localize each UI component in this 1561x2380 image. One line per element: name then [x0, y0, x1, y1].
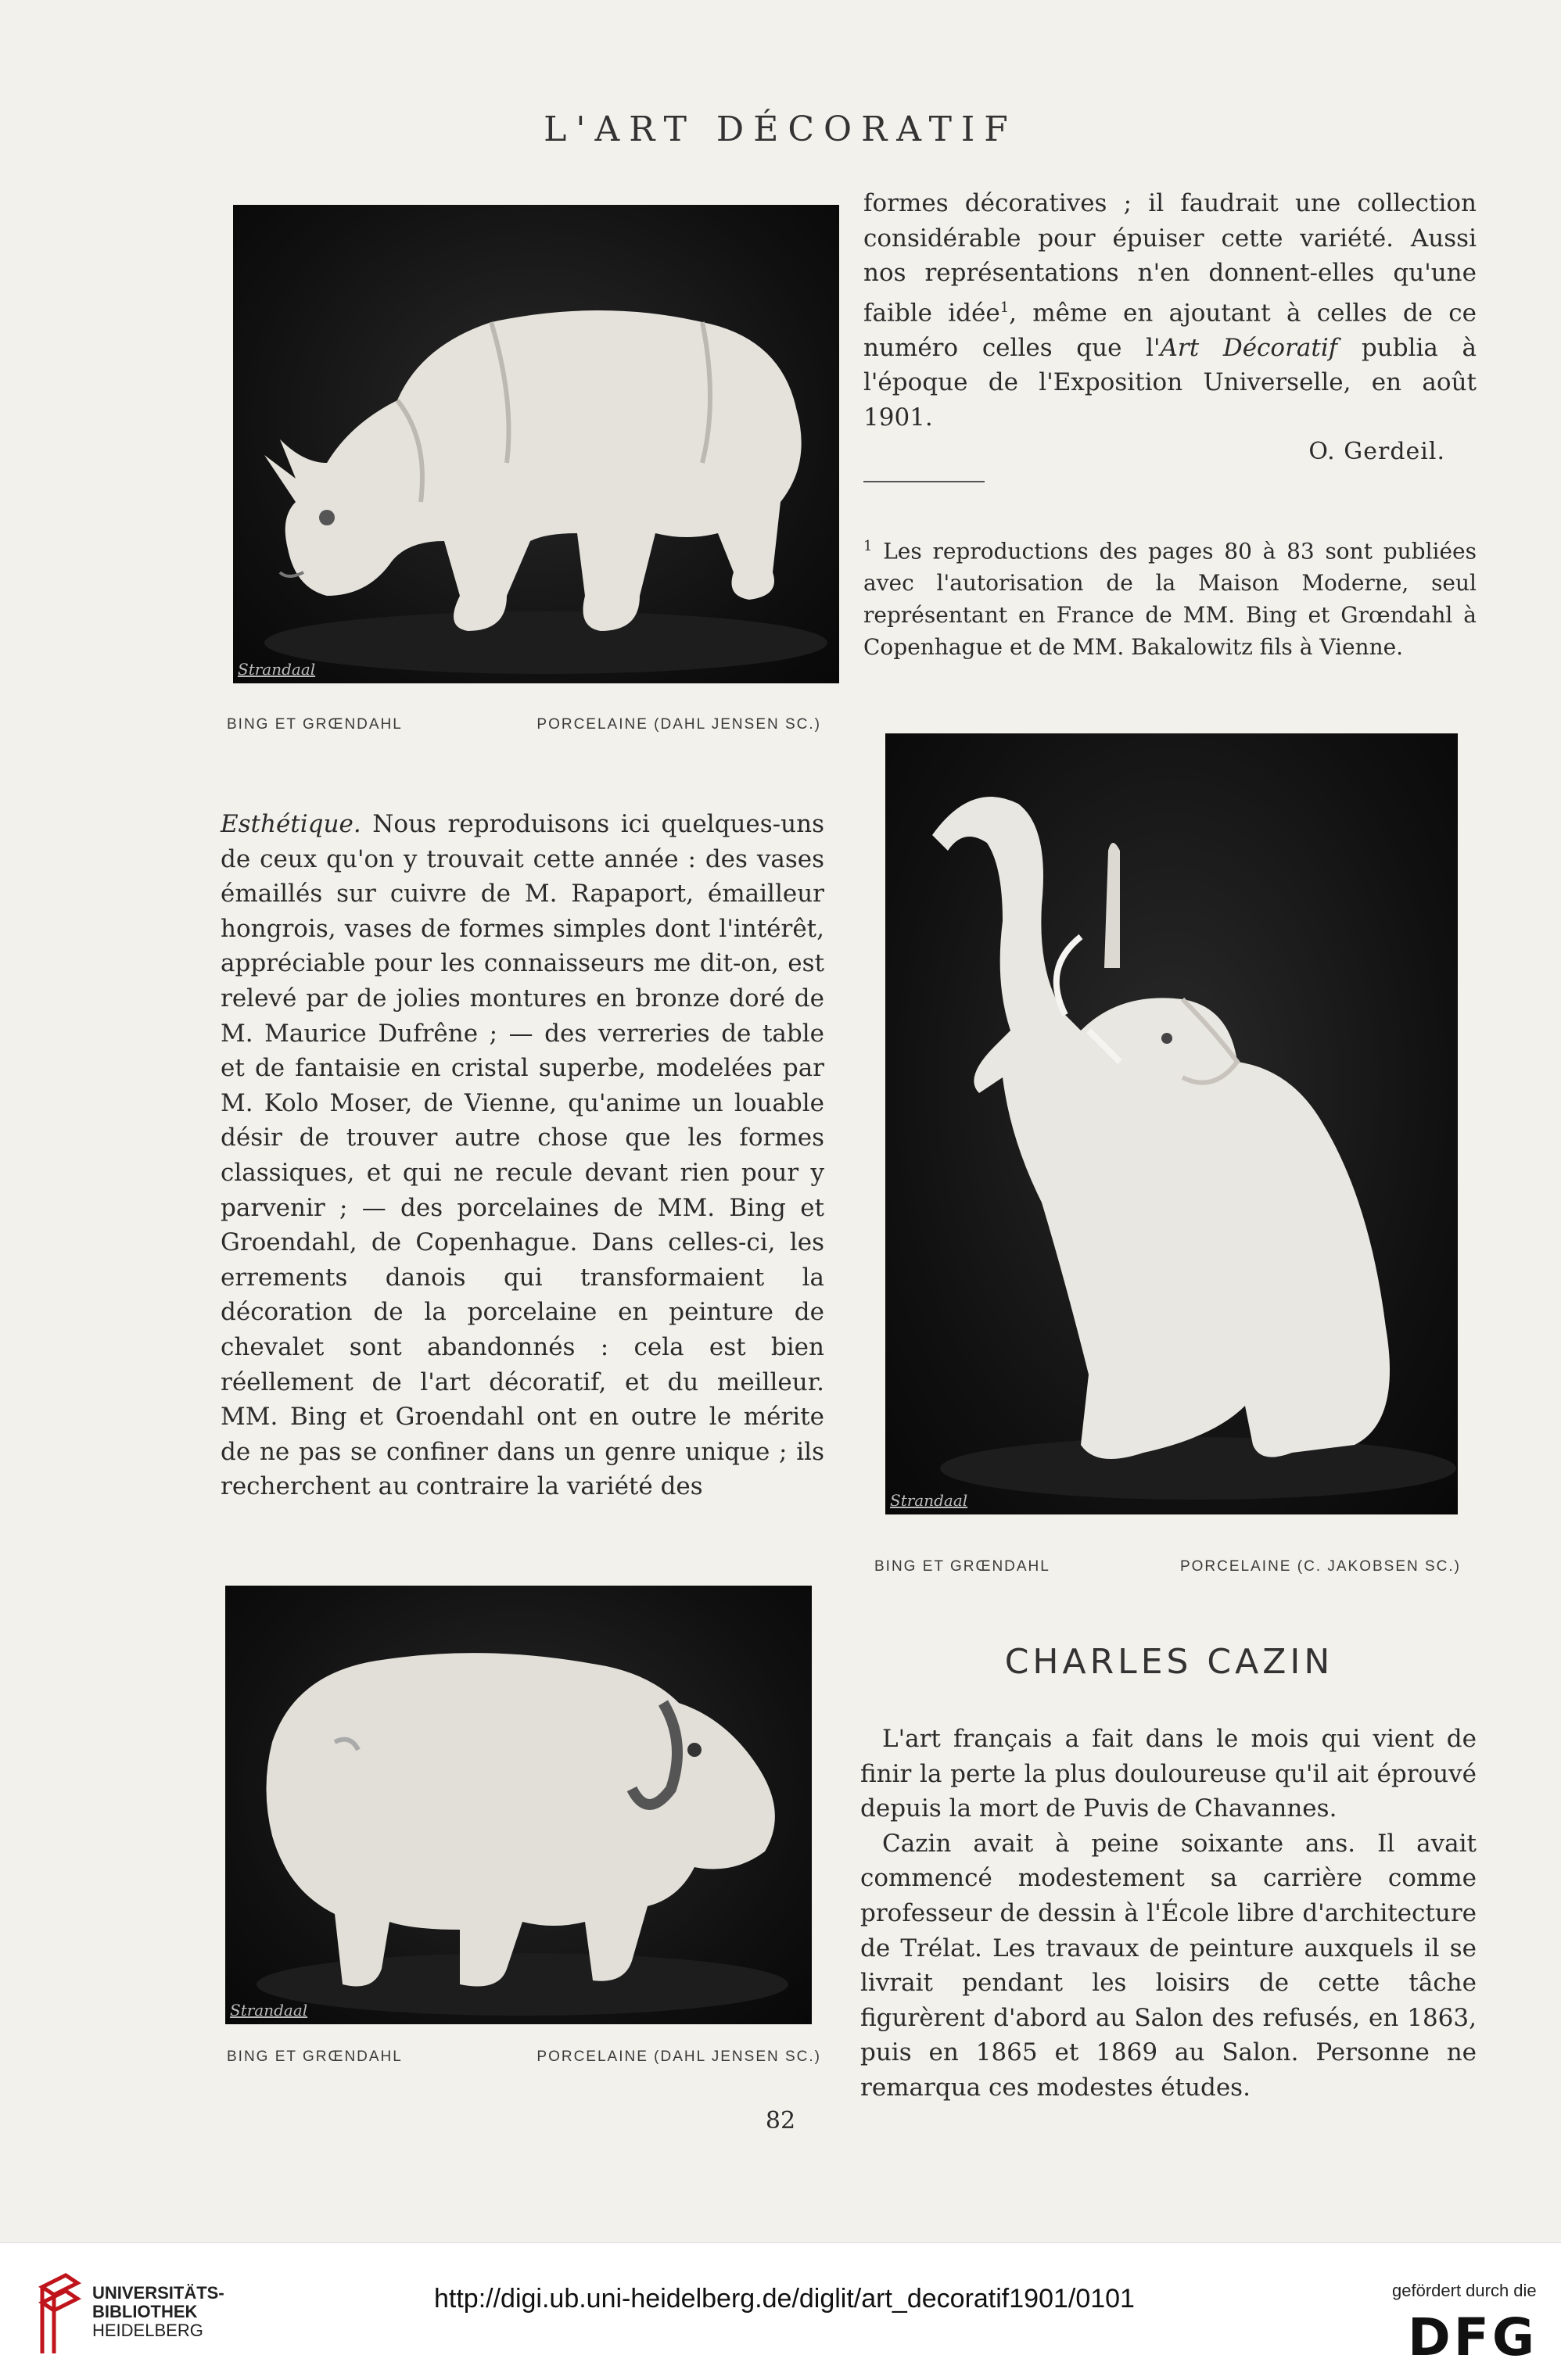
section-label: Esthétique. [221, 810, 361, 838]
continuation-text: , même en ajoutant à celles de ce numéro celles que l' [863, 299, 1477, 362]
cazin-article [860, 1722, 1477, 2106]
caption-maker: BING ET GRŒNDAHL [227, 2048, 403, 2065]
footnote [863, 508, 1477, 685]
footnote-reference: 1 [999, 299, 1010, 316]
figure-caption [874, 1558, 1461, 1575]
section-title: CHARLES CAZIN [1004, 1642, 1334, 1682]
continuation-paragraph [863, 186, 1477, 470]
article-paragraph: L'art français a fait dans le mois qui vient de finir la perte la plus douloureuse qu'il ait éprouvé depuis la mort de Puvis de Chavannes. [860, 1725, 1477, 1823]
digitization-footer [0, 2242, 1561, 2380]
figure-caption [227, 716, 821, 733]
hippopotamus-figure-image [225, 1586, 812, 2024]
caption-material: PORCELAINE (DAHL JENSEN SC.) [536, 716, 821, 733]
caption-material: PORCELAINE (DAHL JENSEN SC.) [536, 2048, 821, 2065]
library-name-line: HEIDELBERG [92, 2321, 203, 2340]
library-name [92, 2284, 224, 2340]
running-head: L'ART DÉCORATIF [544, 109, 1017, 149]
elephant-figure-image [885, 733, 1458, 1514]
footnote-mark: 1 [863, 538, 873, 554]
author-signature: O. Gerdeil. [1308, 438, 1445, 466]
library-name-line: BIBLIOTHEK [92, 2302, 198, 2321]
footnote-text: Les reproductions des pages 80 à 83 sont publiées avec l'autorisation de la Maison Moderne, seul représentant en France de MM. Bing et Grœndahl à Copenhague et de MM. Bakalowitz fils à Vienne. [863, 538, 1477, 661]
photographer-signature: Strandaal [890, 1491, 968, 1510]
permalink-url[interactable]: http://digi.ub.uni-heidelberg.de/diglit/art_decoratif1901/0101 [434, 2284, 1135, 2314]
page-number: 82 [765, 2107, 796, 2134]
article-paragraph: Cazin avait à peine soixante ans. Il avait commencé modestement sa carrière comme professeur de dessin à l'École libre d'architecture de Trélat. Les travaux de peinture auxquels il se livrait pendant les loisirs de cette tâche figurèrent d'abord au Salon des refusés, en 1863, puis en 1865 et 1869 au Salon. Personne ne remarqua ces modestes études. [860, 1829, 1477, 2102]
library-logo-icon [34, 2271, 81, 2357]
footnote-rule [863, 481, 985, 482]
paragraph-text: Nous reproduisons ici quelques-uns de ceux qu'on y trouvait cette année : des vases émaillés sur cuivre de M. Rapaport, émailleur hongrois, vases de formes simples dont l'intérêt, appréciable pour les connaisseurs me dit-on, est relevé par de jolies montures en bronze doré de M. Maurice Dufrêne ; — des verreries de table et de fantaisie en cristal superbe, modelées par M. Kolo Moser, de Vienne, qu'anime un louable désir de trouver autre chose que les formes classiques, et qui ne recule devant rien pour y parvenir ; — des porcelaines de MM. Bing et Groendahl, de Copenhague. Dans celles-ci, les errements danois qui transformaient la décoration de la porcelaine en peinture de chevalet sont abandonnés : cela est bien réellement de l'art décoratif, et du meilleur. MM. Bing et Groendahl ont en outre le mérite de ne pas se confiner dans un genre unique ; ils recherchent au contraire la variété des [221, 810, 824, 1501]
library-name-line: UNIVERSITÄTS- [92, 2283, 224, 2303]
figure-caption [227, 2048, 821, 2066]
esthetique-paragraph [221, 807, 824, 1504]
continuation-text: publia à l'époque de l'Exposition Universelle, en août 1901. [863, 333, 1477, 432]
continuation-text: formes décoratives ; il faudrait une collection considérable pour épuiser cette variété. Aussi nos représentations n'en donnent-elles qu'une faible idée [863, 189, 1477, 328]
caption-material: PORCELAINE (C. JAKOBSEN SC.) [1179, 1558, 1461, 1575]
photographer-signature: Strandaal [238, 660, 316, 679]
journal-title: Art Décoratif [1160, 333, 1338, 362]
caption-maker: BING ET GRŒNDAHL [227, 716, 403, 733]
photographer-signature: Strandaal [230, 2001, 308, 2020]
caption-maker: BING ET GRŒNDAHL [874, 1558, 1050, 1575]
rhinoceros-figure-image [233, 205, 839, 683]
dfg-logo-icon: DFG [1408, 2307, 1538, 2367]
funding-label: gefördert durch die [1392, 2281, 1537, 2300]
